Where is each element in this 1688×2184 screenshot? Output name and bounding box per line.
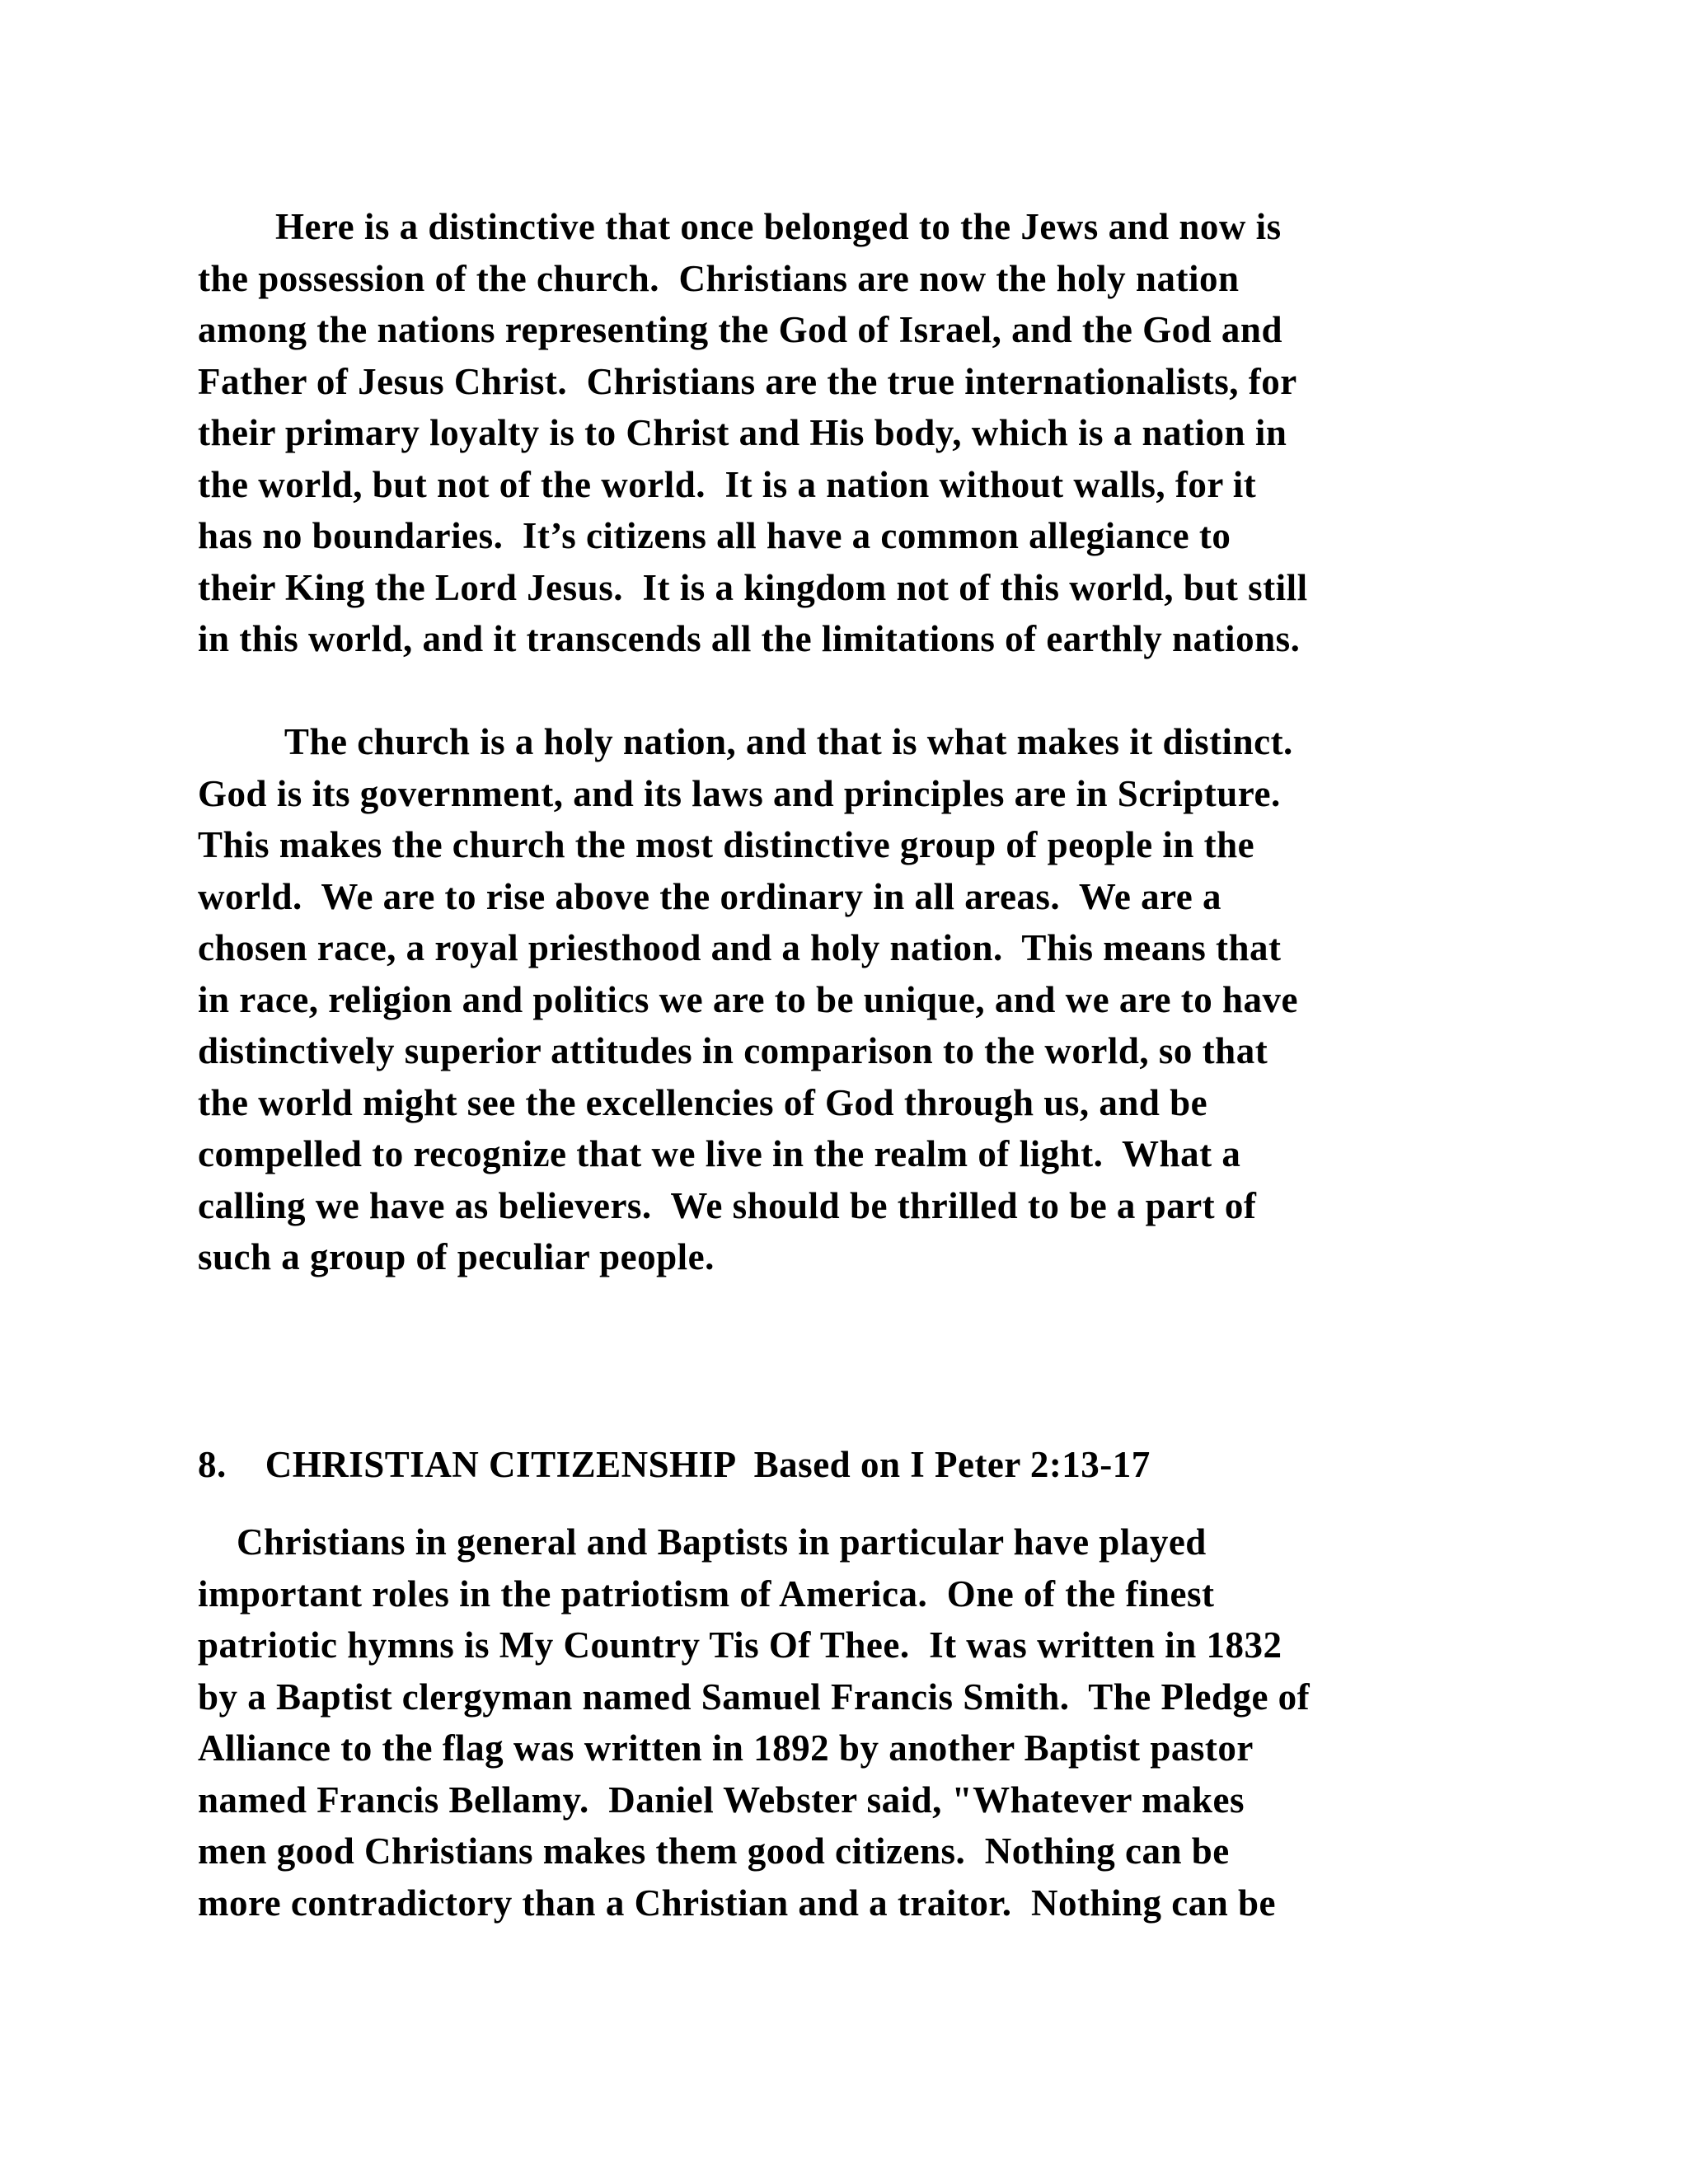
text-line: Father of Jesus Christ. Christians are the true internationalists, for <box>198 360 1297 402</box>
text-line: their primary loyalty is to Christ and His body, which is a nation in <box>198 412 1287 453</box>
paragraph-christian-citizenship <box>198 1516 1517 1929</box>
paragraph-holy-nation-intro <box>198 201 1517 665</box>
heading-text: 8. CHRISTIAN CITIZENSHIP Based on I Peter 2:13-17 <box>198 1444 1151 1485</box>
text-line: The church is a holy nation, and that is what makes it distinct. <box>198 721 1293 762</box>
text-line: compelled to recognize that we live in the realm of light. What a <box>198 1133 1241 1174</box>
text-line: Here is a distinctive that once belonged to the Jews and now is <box>198 206 1282 247</box>
text-line: in this world, and it transcends all the limitations of earthly nations. <box>198 618 1301 659</box>
text-line: the world, but not of the world. It is a nation without walls, for it <box>198 463 1257 505</box>
text-line: world. We are to rise above the ordinary in all areas. We are a <box>198 875 1221 917</box>
text-line: in race, religion and politics we are to be unique, and we are to have <box>198 978 1298 1020</box>
text-line: This makes the church the most distinctive group of people in the <box>198 824 1255 865</box>
text-line: their King the Lord Jesus. It is a kingdom not of this world, but still <box>198 566 1308 608</box>
text-line: named Francis Bellamy. Daniel Webster said, "Whatever makes <box>198 1779 1245 1821</box>
text-line: such a group of peculiar people. <box>198 1236 715 1277</box>
text-line: chosen race, a royal priesthood and a holy nation. This means that <box>198 927 1282 968</box>
text-line: among the nations representing the God of Israel, and the God and <box>198 309 1282 350</box>
text-line: the world might see the excellencies of God through us, and be <box>198 1081 1208 1123</box>
section-heading <box>198 1439 1517 1491</box>
text-line: important roles in the patriotism of America. One of the finest <box>198 1572 1215 1615</box>
paragraph-church-distinct <box>198 716 1517 1283</box>
text-line: distinctively superior attitudes in comparison to the world, so that <box>198 1030 1268 1071</box>
text-line: Alliance to the flag was written in 1892 by another Baptist pastor <box>198 1727 1254 1769</box>
text-line: more contradictory than a Christian and a traitor. Nothing can be <box>198 1882 1276 1924</box>
text-line: patriotic hymns is My Country Tis Of Thee. It was written in 1832 <box>198 1624 1282 1666</box>
text-line: calling we have as believers. We should be thrilled to be a part of <box>198 1184 1257 1226</box>
text-line: God is its government, and its laws and principles are in Scripture. <box>198 772 1281 814</box>
text-line: by a Baptist clergyman named Samuel Francis Smith. The Pledge of <box>198 1675 1311 1718</box>
text-line: has no boundaries. It’s citizens all have a common allegiance to <box>198 515 1231 556</box>
text-line: men good Christians makes them good citizens. Nothing can be <box>198 1830 1230 1872</box>
text-line: Christians in general and Baptists in particular have played <box>198 1521 1207 1563</box>
text-line: the possession of the church. Christians are now the holy nation <box>198 257 1240 299</box>
